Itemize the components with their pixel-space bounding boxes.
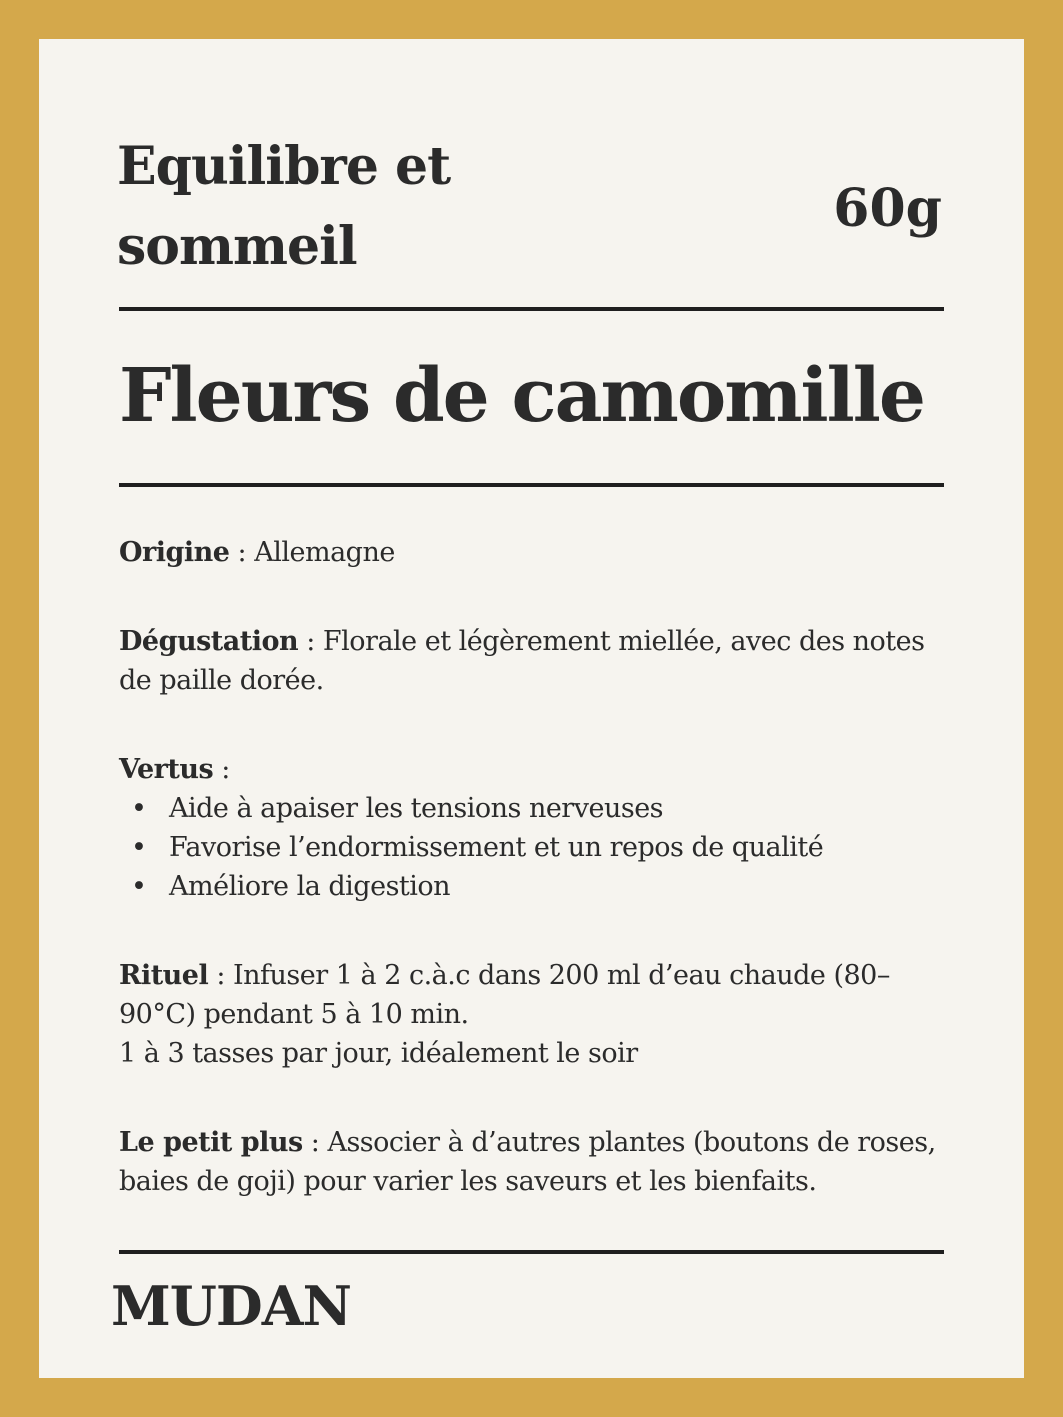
net-weight: 60g bbox=[833, 178, 942, 239]
virtue-text: Favorise l’endormissement et un repos de qualité bbox=[169, 832, 824, 863]
bullet-icon: • bbox=[131, 793, 147, 824]
product-name: Fleurs de camomille bbox=[119, 353, 924, 439]
virtue-text: Améliore la digestion bbox=[169, 871, 451, 902]
spacer bbox=[119, 1073, 949, 1123]
category-title: Equilibre et sommeil bbox=[117, 136, 451, 277]
bullet-icon: • bbox=[131, 832, 147, 863]
origin-separator: : bbox=[229, 537, 255, 568]
virtues-separator: : bbox=[213, 754, 230, 785]
top-divider bbox=[119, 307, 944, 311]
tasting-separator: : bbox=[298, 626, 323, 657]
bottom-divider bbox=[119, 1250, 944, 1254]
tasting-label: Dégustation bbox=[119, 626, 299, 657]
product-label-card bbox=[39, 39, 1024, 1378]
ritual-value: Infuser 1 à 2 c.à.c dans 200 ml d’eau chaude (80–90°C) pendant 5 à 10 min. bbox=[119, 960, 890, 1030]
spacer bbox=[119, 700, 949, 750]
list-item bbox=[119, 789, 949, 828]
bullet-icon: • bbox=[131, 871, 147, 902]
label-header bbox=[117, 127, 947, 317]
virtues-heading bbox=[119, 750, 949, 789]
origin-value: Allemagne bbox=[254, 537, 395, 568]
middle-divider bbox=[119, 483, 944, 487]
product-details bbox=[119, 533, 949, 1201]
origin-line bbox=[119, 533, 949, 572]
tasting-line bbox=[119, 622, 949, 700]
ritual-separator: : bbox=[208, 960, 233, 991]
ritual-dosage: 1 à 3 tasses par jour, idéalement le soir bbox=[119, 1038, 638, 1069]
list-item bbox=[119, 828, 949, 867]
bonus-label: Le petit plus bbox=[119, 1127, 303, 1158]
bonus-line bbox=[119, 1123, 949, 1201]
list-item bbox=[119, 867, 949, 906]
virtues-label: Vertus bbox=[119, 754, 214, 785]
ritual-line bbox=[119, 956, 949, 1034]
bonus-value: Associer à d’autres plantes (boutons de roses, baies de goji) pour varier les saveurs et les bienfaits. bbox=[119, 1127, 936, 1197]
spacer bbox=[119, 572, 949, 622]
virtues-list bbox=[119, 789, 949, 906]
virtue-text: Aide à apaiser les tensions nerveuses bbox=[169, 793, 664, 824]
brand-logo: MUDAN bbox=[111, 1274, 351, 1338]
ritual-label: Rituel bbox=[119, 960, 209, 991]
bonus-separator: : bbox=[302, 1127, 328, 1158]
origin-label: Origine bbox=[119, 537, 230, 568]
spacer bbox=[119, 906, 949, 956]
tasting-value: Florale et légèrement miellée, avec des notes de paille dorée. bbox=[119, 626, 925, 696]
